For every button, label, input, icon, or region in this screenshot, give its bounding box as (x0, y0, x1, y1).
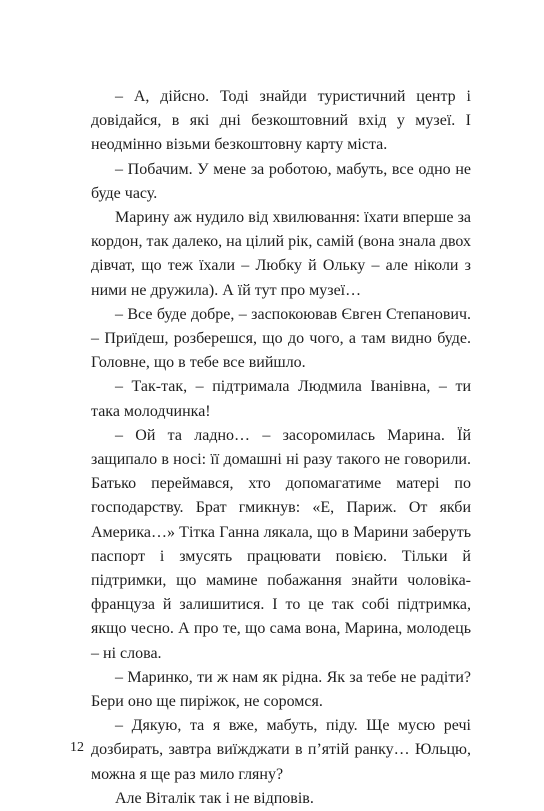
paragraph: – Все буде добре, – заспокоював Євген Степанович. – Приїдеш, розберешся, що до чого, а там видно буде. Головне, що в тебе все вийшло. (91, 305, 471, 372)
paragraph: – А, дійсно. Тоді знайди туристичний центр і довідайся, в які дні безкоштовний вхід у музеї. І неодмінно візьми безкоштовну карту міста. (91, 88, 471, 154)
body-text (91, 85, 471, 811)
page-number: 12 (70, 740, 84, 755)
paragraph: – Маринко, ти ж нам як рідна. Як за тебе не радіти? Бери оно ще пиріжок, не соромся. (91, 668, 471, 711)
paragraph: – Ой та ладно… – засоромилась Марина. Їй защипало в носі: її домашні ні разу такого не говорили. Батько переймався, хто допомагатиме матері по господарству. Брат гмикнув: «Е, Париж. От якби Америка…» Тітка Ганна лякала, що в Марини заберуть паспорт і змусять працювати повією. Тільки й підтримки, що мамине побажання знайти чоловіка-француза й залишитися. І то це так собі підтримка, якщо чесно. А про те, що сама вона, Марина, молодець – ні слова. (91, 426, 471, 662)
paragraph: Марину аж нудило від хвилювання: їхати вперше за кордон, так далеко, на цілий рік, самій (вона знала двох дівчат, що теж їхали – Любку й Ольку – але ніколи з ними не дружила). А їй тут про музеї… (91, 209, 471, 299)
paragraph: – Побачим. У мене за роботою, мабуть, все одно не буде часу. (91, 160, 471, 202)
paragraph: – Дякую, та я вже, мабуть, піду. Ще мусю речі дозбирать, завтра виїжджати в п’ятій ранку… Юльцю, можна я ще раз мило гляну? (91, 717, 471, 783)
paragraph: – Так-так, – підтримала Людмила Іванівна, – ти така молодчинка! (91, 378, 471, 420)
paragraph: Але Віталік так і не відповів. (115, 789, 314, 807)
